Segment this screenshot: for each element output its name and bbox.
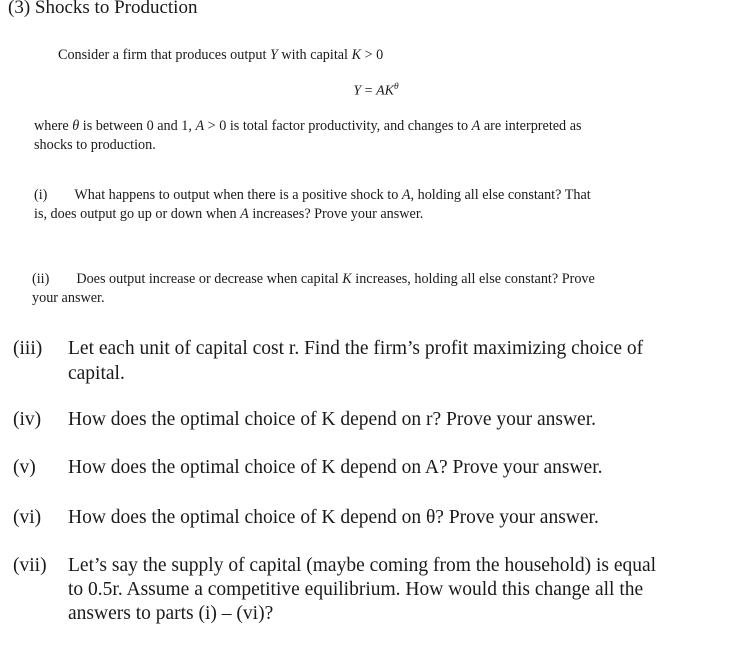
part-i-text-d: increases? Prove your answer. [248, 206, 424, 222]
part-iii-number: (iii) [13, 338, 43, 359]
intro-sentence [58, 46, 383, 65]
part-ii-line-1 [32, 270, 595, 289]
part-iii-line-1: Let each unit of capital cost r. Find the firm’s profit maximizing choice of [68, 338, 644, 359]
part-vii-line-1: Let’s say the supply of capital (maybe coming from the household) is equal [68, 555, 657, 576]
part-vi [0, 506, 752, 532]
part-ii-line-2: your answer. [32, 290, 105, 306]
intro-text-before: Consider a firm that produces output [58, 47, 270, 63]
equation-equals: = [361, 83, 377, 99]
part-vii-line-3: answers to parts (i) – (vi)? [68, 603, 274, 624]
part-i-var-a: A [401, 187, 411, 203]
part-iii-line-2: capital. [68, 363, 125, 384]
part-v-number: (v) [13, 457, 36, 478]
where-text-a: where [34, 118, 73, 134]
part-i-text-c: is, does output go up or down when [34, 206, 241, 222]
part-iv-text: How does the optimal choice of K depend on r? Prove your answer. [68, 409, 596, 430]
part-iv-number: (iv) [13, 409, 42, 430]
part-iii [0, 337, 752, 389]
where-theta: θ [72, 118, 80, 134]
part-v-text: How does the optimal choice of K depend on A? Prove your answer. [68, 457, 603, 478]
where-text-b: is between 0 and 1, [79, 118, 196, 134]
part-i-var-a2: A [240, 206, 249, 222]
equation-rhs: AK [376, 83, 394, 99]
where-var-a2: A [471, 118, 481, 134]
where-text-d: are interpreted as [480, 118, 582, 134]
part-ii-var-k: K [342, 271, 352, 287]
part-i-line-2 [34, 205, 423, 224]
section-heading: (3) Shocks to Production [8, 0, 198, 18]
where-line-2: shocks to production. [34, 137, 156, 153]
part-iv [0, 408, 752, 434]
intro-condition: > 0 [361, 47, 384, 63]
intro-var-k: K [351, 47, 362, 63]
part-vi-text: How does the optimal choice of K depend on θ? Prove your answer. [68, 507, 599, 528]
part-vii-line-2: to 0.5r. Assume a competitive equilibrium. How would this change all the [68, 579, 644, 600]
part-vii [0, 554, 752, 630]
part-i-text-a: What happens to output when there is a positive shock to [74, 187, 402, 203]
part-i-line-1 [34, 186, 591, 205]
where-line-1 [34, 117, 582, 136]
production-equation [0, 82, 752, 100]
part-vi-number: (vi) [13, 507, 42, 528]
intro-text-mid: with capital [277, 47, 352, 63]
where-var-a: A [195, 118, 205, 134]
part-ii-number: (ii) [32, 271, 50, 287]
equation-exponent: θ [393, 82, 399, 92]
where-text-c: > 0 is total factor productivity, and changes to [204, 118, 472, 134]
part-ii-text-b: increases, holding all else constant? Prove [351, 271, 595, 287]
part-ii-text-a: Does output increase or decrease when capital [76, 271, 343, 287]
equation-lhs: Y [353, 83, 362, 99]
part-v [0, 456, 752, 482]
intro-var-y: Y [269, 47, 278, 63]
part-i-text-b: , holding all else constant? That [410, 187, 591, 203]
part-vii-number: (vii) [13, 555, 47, 576]
part-i-number: (i) [34, 187, 48, 203]
